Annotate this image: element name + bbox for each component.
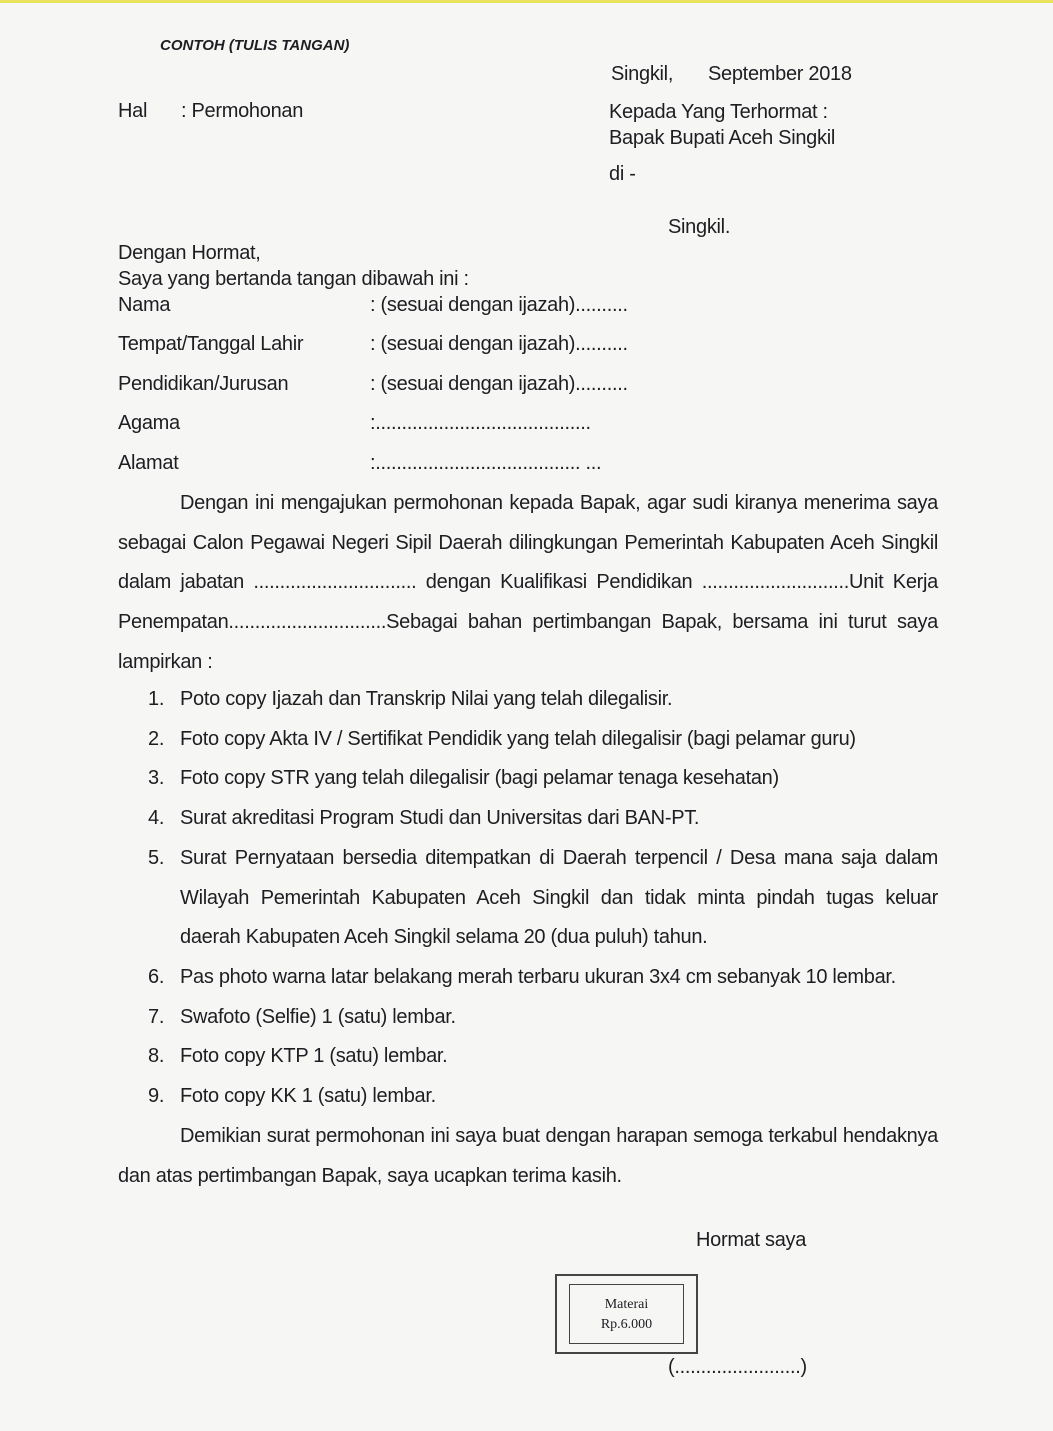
- field-label-pendidikan: Pendidikan/Jurusan: [118, 373, 289, 395]
- list-item: [118, 720, 938, 760]
- list-text: Surat akreditasi Program Studi dan Universitas dari BAN-PT.: [180, 807, 700, 830]
- list-text: Surat Pernyataan bersedia ditempatkan di Daerah terpencil / Desa mana saja dalam Wilayah Pemerintah Kabupaten Aceh Singkil dan tidak minta pindah tugas keluar daerah Kabupaten Aceh Singkil selama 20 (dua puluh) tahun.: [180, 846, 938, 949]
- recipient-line-1: Kepada Yang Terhormat :: [609, 101, 828, 123]
- list-item: [118, 1077, 938, 1117]
- list-number: 9.: [148, 1085, 165, 1108]
- list-text: Foto copy STR yang telah dilegalisir (bagi pelamar tenaga kesehatan): [180, 767, 779, 790]
- stamp-line-2: Rp.6.000: [600, 1317, 653, 1332]
- regards-text: Hormat saya: [696, 1229, 807, 1251]
- list-text: Foto copy KTP 1 (satu) lembar.: [180, 1045, 448, 1068]
- recipient-city: Singkil.: [668, 216, 731, 238]
- stamp-box: [555, 1274, 698, 1354]
- list-number: 4.: [148, 807, 165, 830]
- list-number: 1.: [148, 688, 165, 710]
- list-item: [118, 958, 938, 998]
- field-value-agama: :.........................................: [370, 412, 591, 434]
- subject-value: : Permohonan: [181, 100, 304, 122]
- list-text: Poto copy Ijazah dan Transkrip Nilai yang telah dilegalisir.: [180, 688, 673, 710]
- sample-label: CONTOH (TULIS TANGAN): [160, 37, 350, 54]
- list-item: [118, 1037, 938, 1077]
- letter-place: Singkil,: [611, 63, 674, 85]
- list-item: [118, 998, 938, 1038]
- stamp-line-1: Materai: [604, 1297, 649, 1312]
- salutation: Dengan Hormat,: [118, 242, 261, 264]
- signature-line: (........................): [668, 1356, 807, 1378]
- field-value-ttl: : (sesuai dengan ijazah)..........: [370, 333, 628, 355]
- closing-paragraph: Demikian surat permohonan ini saya buat dengan harapan semoga terkabul hendaknya dan atas pertimbangan Bapak, saya ucapkan terima kasih.: [118, 1125, 938, 1187]
- list-item: [118, 839, 938, 958]
- field-label-agama: Agama: [118, 412, 180, 434]
- list-item: [118, 799, 938, 839]
- list-number: 8.: [148, 1045, 165, 1068]
- list-item: [118, 680, 938, 720]
- field-value-nama: : (sesuai dengan ijazah)..........: [370, 294, 628, 316]
- field-label-nama: Nama: [118, 294, 171, 316]
- recipient-line-2: Bapak Bupati Aceh Singkil: [609, 127, 835, 149]
- list-number: 2.: [148, 727, 165, 750]
- list-number: 5.: [148, 846, 165, 869]
- list-text: Foto copy KK 1 (satu) lembar.: [180, 1085, 436, 1108]
- body-paragraph: Dengan ini mengajukan permohonan kepada Bapak, agar sudi kiranya menerima saya sebagai Calon Pegawai Negeri Sipil Daerah dilingkungan Pemerintah Kabupaten Aceh Singkil dalam jabatan ............................... dengan Kualifikasi Pendidikan ............................Unit Kerja Penempatan..............................Sebagai bahan pertimbangan Bapak, bersama ini turut saya lampirkan :: [118, 492, 938, 673]
- list-item: [118, 759, 938, 799]
- field-label-alamat: Alamat: [118, 452, 179, 474]
- recipient-line-3: di -: [609, 163, 636, 185]
- intro-line: Saya yang bertanda tangan dibawah ini :: [118, 268, 469, 290]
- field-value-pendidikan: : (sesuai dengan ijazah)..........: [370, 373, 628, 395]
- field-value-alamat: :....................................... ...: [370, 452, 602, 474]
- list-number: 3.: [148, 767, 165, 790]
- list-number: 6.: [148, 965, 165, 988]
- field-label-ttl: Tempat/Tanggal Lahir: [118, 333, 304, 355]
- subject-label: Hal: [118, 100, 148, 122]
- attachment-list: [118, 680, 938, 1117]
- stamp-label: [569, 1284, 684, 1344]
- list-number: 7.: [148, 1005, 165, 1028]
- list-text: Foto copy Akta IV / Sertifikat Pendidik yang telah dilegalisir (bagi pelamar guru): [180, 727, 856, 750]
- letter-date: September 2018: [708, 63, 852, 85]
- list-text: Pas photo warna latar belakang merah terbaru ukuran 3x4 cm sebanyak 10 lembar.: [180, 965, 896, 988]
- list-text: Swafoto (Selfie) 1 (satu) lembar.: [180, 1005, 456, 1028]
